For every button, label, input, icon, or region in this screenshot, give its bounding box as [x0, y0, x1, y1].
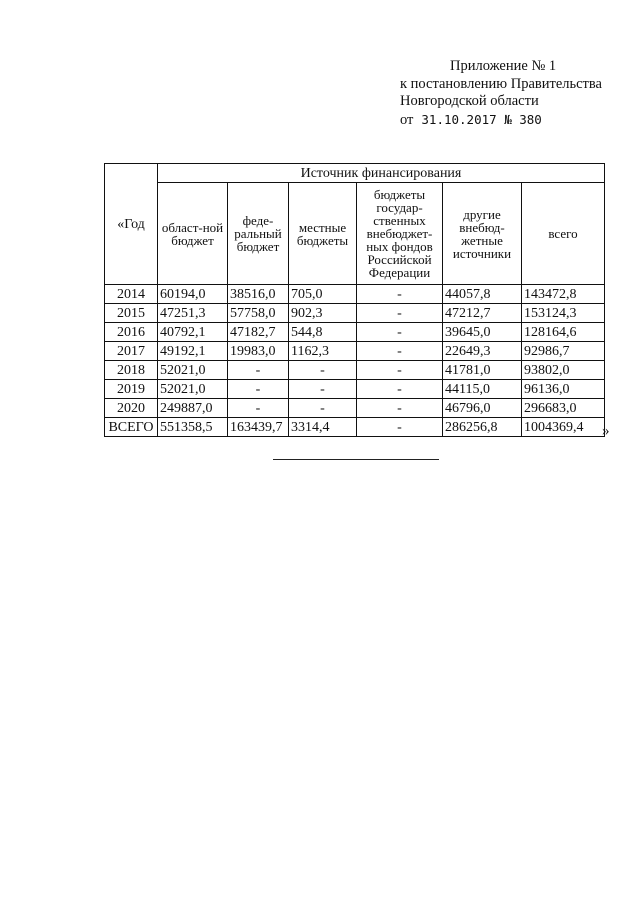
table-row [105, 323, 605, 342]
value-cell: 705,0 [289, 285, 357, 304]
column-header: другие внебюд-жетные источники [443, 183, 522, 285]
value-cell: 1004369,4 [522, 418, 605, 437]
value-cell: - [357, 380, 443, 399]
value-cell: 1162,3 [289, 342, 357, 361]
value-cell: 163439,7 [228, 418, 289, 437]
year-cell: 2015 [105, 304, 158, 323]
value-cell: 286256,8 [443, 418, 522, 437]
appendix-date-line [400, 111, 632, 130]
table-row [105, 304, 605, 323]
separator-line [273, 459, 439, 460]
value-cell: 41781,0 [443, 361, 522, 380]
value-cell: 39645,0 [443, 323, 522, 342]
value-cell: 153124,3 [522, 304, 605, 323]
year-cell: 2014 [105, 285, 158, 304]
value-cell: 92986,7 [522, 342, 605, 361]
value-cell: 47182,7 [228, 323, 289, 342]
value-cell: - [357, 342, 443, 361]
column-header: бюджеты государ-ственных внебюджет-ных фондов Российской Федерации [357, 183, 443, 285]
table-row [105, 399, 605, 418]
value-cell: 19983,0 [228, 342, 289, 361]
table-row [105, 285, 605, 304]
year-cell: 2019 [105, 380, 158, 399]
value-cell: 60194,0 [158, 285, 228, 304]
column-header-row [105, 183, 605, 285]
value-cell: 143472,8 [522, 285, 605, 304]
table-row [105, 418, 605, 437]
value-cell: 47212,7 [443, 304, 522, 323]
column-header: местные бюджеты [289, 183, 357, 285]
column-header: феде-ральный бюджет [228, 183, 289, 285]
value-cell: 128164,6 [522, 323, 605, 342]
value-cell: - [357, 285, 443, 304]
value-cell: 44057,8 [443, 285, 522, 304]
value-cell: 3314,4 [289, 418, 357, 437]
value-cell: - [357, 304, 443, 323]
value-cell: 96136,0 [522, 380, 605, 399]
value-cell: 38516,0 [228, 285, 289, 304]
value-cell: 49192,1 [158, 342, 228, 361]
value-cell: 47251,3 [158, 304, 228, 323]
column-header: всего [522, 183, 605, 285]
closing-quote: » [602, 423, 610, 439]
table-body [105, 285, 605, 437]
date-number: 31.10.2017 № 380 [421, 111, 542, 127]
financing-source-header: Источник финансирования [158, 164, 605, 183]
value-cell: 551358,5 [158, 418, 228, 437]
value-cell: 46796,0 [443, 399, 522, 418]
value-cell: 902,3 [289, 304, 357, 323]
value-cell: 44115,0 [443, 380, 522, 399]
date-prefix: от [400, 111, 414, 128]
value-cell: 544,8 [289, 323, 357, 342]
column-header: област-ной бюджет [158, 183, 228, 285]
value-cell: - [289, 399, 357, 418]
appendix-line-region: Новгородской области [400, 93, 539, 109]
value-cell: - [357, 361, 443, 380]
value-cell: - [357, 323, 443, 342]
table-row [105, 342, 605, 361]
value-cell: 296683,0 [522, 399, 605, 418]
table-row [105, 361, 605, 380]
value-cell: 57758,0 [228, 304, 289, 323]
value-cell: 52021,0 [158, 380, 228, 399]
value-cell: 40792,1 [158, 323, 228, 342]
year-cell: 2020 [105, 399, 158, 418]
value-cell: - [289, 380, 357, 399]
financing-table [104, 163, 605, 437]
appendix-header [400, 58, 632, 129]
appendix-title: Приложение № 1 [450, 58, 557, 74]
year-cell: 2017 [105, 342, 158, 361]
value-cell: 22649,3 [443, 342, 522, 361]
table-row [105, 380, 605, 399]
appendix-line-resolution: к постановлению Правительства [400, 75, 602, 92]
value-cell: - [228, 380, 289, 399]
year-cell: ВСЕГО [105, 418, 158, 437]
value-cell: 249887,0 [158, 399, 228, 418]
value-cell: - [228, 361, 289, 380]
value-cell: - [357, 418, 443, 437]
year-cell: 2016 [105, 323, 158, 342]
value-cell: 93802,0 [522, 361, 605, 380]
value-cell: - [228, 399, 289, 418]
year-cell: 2018 [105, 361, 158, 380]
value-cell: - [357, 399, 443, 418]
value-cell: - [289, 361, 357, 380]
value-cell: 52021,0 [158, 361, 228, 380]
year-column-header: «Год [105, 164, 158, 285]
